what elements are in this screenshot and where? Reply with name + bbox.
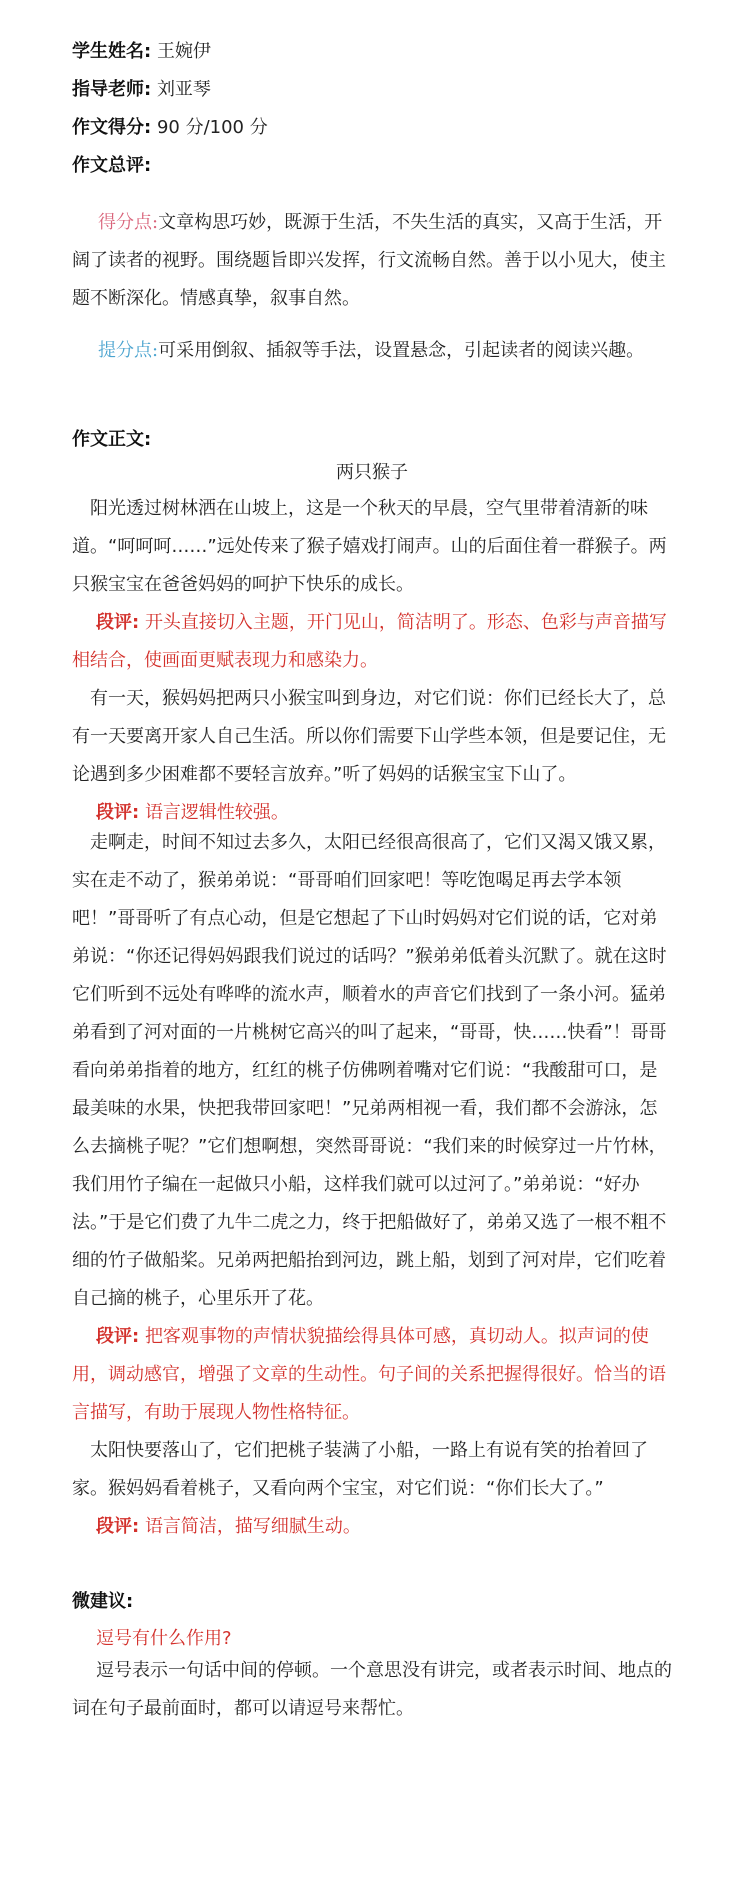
score-line (72, 116, 672, 140)
student-name-value: 王婉伊 (156, 41, 211, 62)
essay-paragraph-2: 有一天，猴妈妈把两只小猴宝叫到身边，对它们说：你们已经长大了，总有一天要离开家人自己生活。所以你们需要下山学些本领，但是要记住，无论遇到多少困难都不要轻言放弃。”听了妈妈的话猴宝宝下山了。 (72, 688, 666, 785)
paragraph-comment-1 (72, 604, 672, 680)
essay-heading: 作文正文: (72, 429, 152, 450)
comment-text: 把客观事物的声情状貌描绘得具体可感，真切动人。拟声词的使用，调动感官，增强了文章的生动性。句子间的关系把握得很好。恰当的语言描写，有助于展现人物性格特征。 (72, 1326, 666, 1423)
score-value: 90 分/100 分 (156, 117, 268, 138)
student-name-line (72, 40, 672, 64)
comment-label: 段评: (96, 1516, 140, 1537)
teacher-value: 刘亚琴 (156, 79, 211, 100)
improve-text: 可采用倒叙、插叙等手法，设置悬念，引起读者的阅读兴趣。 (158, 340, 645, 361)
strength-label: 得分点: (98, 212, 159, 233)
overall-review-heading: 作文总评: (72, 155, 152, 176)
essay-title: 两只猴子 (336, 462, 408, 483)
improve-label: 提分点: (98, 340, 159, 361)
paragraph-comment-3 (72, 1318, 672, 1432)
essay-paragraph-4: 太阳快要落山了，它们把桃子装满了小船，一路上有说有笑的抬着回了家。猴妈妈看着桃子，又看向两个宝宝，对它们说：“你们长大了。” (72, 1440, 648, 1499)
comment-label: 段评: (96, 612, 140, 633)
score-label: 作文得分: (72, 117, 152, 138)
teacher-line (72, 78, 672, 102)
essay-paragraph-1: 阳光透过树林洒在山坡上，这是一个秋天的早晨，空气里带着清新的味道。“呵呵呵……”远处传来了猴子嬉戏打闹声。山的后面住着一群猴子。两只猴宝宝在爸爸妈妈的呵护下快乐的成长。 (72, 498, 667, 595)
strength-text: 文章构思巧妙，既源于生活，不失生活的真实，又高于生活，开阔了读者的视野。围绕题旨即兴发挥，行文流畅自然。善于以小见大，使主题不断深化。情感真挚，叙事自然。 (72, 212, 666, 309)
teacher-label: 指导老师: (72, 79, 152, 100)
essay-paragraph-3: 走啊走，时间不知过去多久，太阳已经很高很高了，它们又渴又饿又累，实在走不动了，猴弟弟说：“哥哥咱们回家吧！等吃饱喝足再去学本领吧！”哥哥听了有点心动，但是它想起了下山时妈妈对它们说的话，它对弟弟说：“你还记得妈妈跟我们说过的话吗？”猴弟弟低着头沉默了。就在这时它们听到不远处有哗哗的流水声，顺着水的声音它们找到了一条小河。猛弟弟看到了河对面的一片桃树它高兴的叫了起来，“哥哥，快……快看”！哥哥看向弟弟指着的地方，红红的桃子仿佛咧着嘴对它们说：“我酸甜可口，是最美味的水果，快把我带回家吧！”兄弟两相视一看，我们都不会游泳，怎么去摘桃子呢？”它们想啊想，突然哥哥说：“我们来的时候穿过一片竹林，我们用竹子编在一起做只小船，这样我们就可以过河了。”弟弟说：“好办法。”于是它们费了九牛二虎之力，终于把船做好了，弟弟又选了一根不粗不细的竹子做船桨。兄弟两把船抬到河边，跳上船，划到了河对岸，它们吃着自己摘的桃子，心里乐开了花。 (72, 832, 667, 1309)
comment-label: 段评: (96, 1326, 140, 1347)
comment-label: 段评: (96, 802, 140, 823)
tip-answer: 逗号表示一句话中间的停顿。一个意思没有讲完，或者表示时间、地点的词在句子最前面时，都可以请逗号来帮忙。 (72, 1660, 672, 1719)
tip-question: 逗号有什么作用? (96, 1628, 232, 1649)
improve-review (72, 332, 672, 370)
student-name-label: 学生姓名: (72, 41, 152, 62)
paragraph-comment-4 (72, 1508, 672, 1546)
essay-report (72, 40, 672, 1728)
strength-review (72, 204, 672, 318)
tips-heading: 微建议: (72, 1591, 134, 1612)
comment-text: 开头直接切入主题，开门见山，简洁明了。形态、色彩与声音描写相结合，使画面更赋表现力和感染力。 (72, 612, 667, 671)
comment-text: 语言逻辑性较强。 (144, 802, 289, 823)
comment-text: 语言简洁，描写细腻生动。 (144, 1516, 361, 1537)
